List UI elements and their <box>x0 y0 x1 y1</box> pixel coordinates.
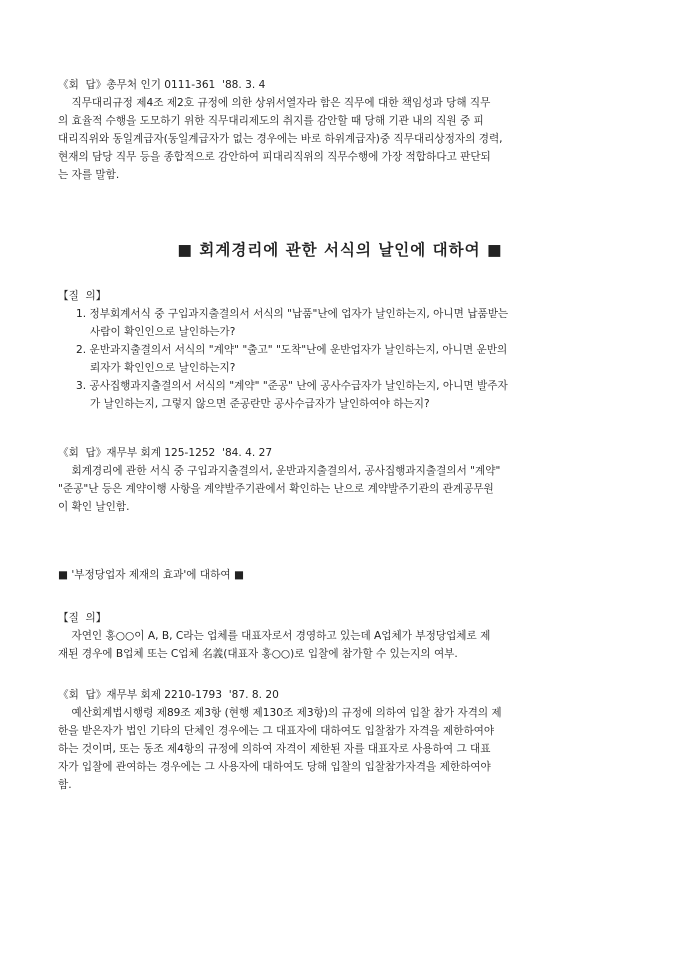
answer-header: 《회 답》총무처 인기 0111-361 '88. 3. 4 <box>58 79 266 91</box>
answer-line: 대리직위와 동일계급자(동일계급자가 없는 경우에는 바로 하위계급자)중 직무대리상정자의 경력, <box>58 133 503 145</box>
section-subtitle-wrap <box>58 566 628 584</box>
answer-line: 직무대리규정 제4조 제2호 규정에 의한 상위서열자라 함은 직무에 대한 책임성과 당해 직무 <box>58 97 491 109</box>
answer-line: 현재의 담당 직무 등을 종합적으로 감안하여 피대리직위의 직무수행에 가장 적합하다고 판단되 <box>58 151 491 163</box>
answer-header: 《회 답》재무부 회제 2210-1793 '87. 8. 20 <box>58 689 279 701</box>
question-item-cont: 가 날인하는지, 그렇지 않으면 준공란만 공사수급자가 날인하여야 하는지? <box>90 398 430 410</box>
answer-line: 함. <box>58 779 72 791</box>
question-label: 【질 의】 <box>58 612 107 624</box>
question-label: 【질 의】 <box>58 290 107 302</box>
answer-block-2 <box>58 444 628 516</box>
answer-line: 자가 입찰에 관여하는 경우에는 그 사용자에 대하여도 당해 입찰의 입찰참가자격을 제한하여야 <box>58 761 491 773</box>
question-item: 2. 운반과지출결의서 서식의 "계약" "출고" "도착"난에 운반업자가 날인하는지, 아니면 운반의 <box>76 344 508 356</box>
section-subtitle: ■ '부정당업자 제재의 효과'에 대하여 ■ <box>58 569 244 581</box>
question-line: 재된 경우에 B업체 또는 C업체 名義(대표자 홍○○)로 입찰에 참가할 수 있는지의 여부. <box>58 648 458 660</box>
question-list <box>76 305 626 413</box>
answer-line: 한을 받은자가 법인 기타의 단체인 경우에는 그 대표자에 대하여도 입찰참가 자격을 제한하여야 <box>58 725 495 737</box>
answer-line: 하는 것이며, 또는 동조 제4항의 규정에 의하여 자격이 제한된 자를 대표자로 사용하여 그 대표 <box>58 743 491 755</box>
question-item-cont: 뢰자가 확인인으로 날인하는지? <box>90 362 236 374</box>
question-item: 3. 공사집행과지출결의서 서식의 "계약" "준공" 난에 공사수급자가 날인하는지, 아니면 발주자 <box>76 380 508 392</box>
answer-block-1 <box>58 76 628 184</box>
answer-line: 는 자를 말함. <box>58 169 120 181</box>
answer-line: 이 확인 날인함. <box>58 501 130 513</box>
question-item-cont: 사람이 확인인으로 날인하는가? <box>90 326 236 338</box>
question-block-3 <box>58 627 628 663</box>
question-line: 자연인 홍○○이 A, B, C라는 업체를 대표자로서 경영하고 있는데 A업체가 부정당업체로 제 <box>58 630 491 642</box>
question-item: 1. 정부회계서식 중 구입과지출결의서 서식의 "납품"난에 업자가 날인하는지, 아니면 납품받는 <box>76 308 509 320</box>
answer-line: "준공"난 등은 계약이행 사항을 계약발주기관에서 확인하는 난으로 계약발주기관의 관계공무원 <box>58 483 494 495</box>
answer-line: 의 효율적 수행을 도모하기 위한 직무대리제도의 취지를 감안할 때 당해 기관 내의 직원 중 피 <box>58 115 484 127</box>
section-title: ■ 회계경리에 관한 서식의 날인에 대하여 ■ <box>177 241 503 259</box>
answer-block-3 <box>58 686 628 794</box>
answer-line: 예산회계법시행령 제89조 제3항 (현행 제130조 제3항)의 규정에 의하여 입찰 참가 자격의 제 <box>58 707 502 719</box>
answer-header: 《회 답》재무부 회계 125-1252 '84. 4. 27 <box>58 447 273 459</box>
answer-line: 회계경리에 관한 서식 중 구입과지출결의서, 운반과지출결의서, 공사집행과지출결의서 "계약" <box>58 465 501 477</box>
